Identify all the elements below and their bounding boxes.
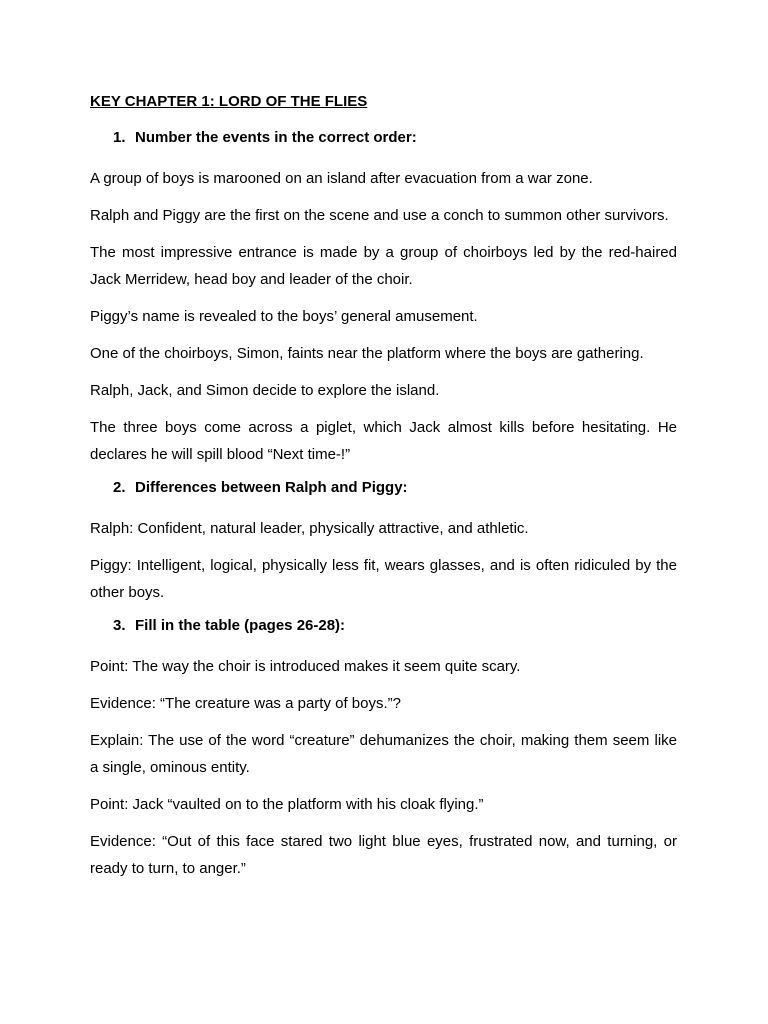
section-heading-2 [90, 478, 677, 498]
paragraph: Ralph: Confident, natural leader, physically attractive, and athletic. [90, 520, 529, 537]
section-number-2: 2. [113, 479, 126, 496]
section-heading-1 [90, 128, 677, 148]
paragraph: One of the choirboys, Simon, faints near the platform where the boys are gathering. [90, 345, 644, 362]
section-number-3: 3. [113, 617, 126, 634]
section-heading-text-1: Number the events in the correct order: [135, 129, 417, 146]
paragraph: Ralph and Piggy are the first on the scene and use a conch to summon other survivors. [90, 207, 669, 224]
section-heading-text-2: Differences between Ralph and Piggy: [135, 479, 408, 496]
paragraph: Piggy: Intelligent, logical, physically less fit, wears glasses, and is often ridiculed by the other boys. [90, 557, 677, 601]
section-heading-3 [90, 616, 677, 636]
paragraph: Evidence: “Out of this face stared two light blue eyes, frustrated now, and turning, or ready to turn, to anger.” [90, 833, 677, 877]
document-title: KEY CHAPTER 1: LORD OF THE FLIES [90, 93, 368, 110]
paragraph: Evidence: “The creature was a party of boys.”? [90, 695, 401, 712]
paragraph: The most impressive entrance is made by a group of choirboys led by the red-haired Jack Merridew, head boy and leader of the choir. [90, 244, 677, 288]
paragraph: Ralph, Jack, and Simon decide to explore the island. [90, 382, 440, 399]
paragraph: A group of boys is marooned on an island after evacuation from a war zone. [90, 170, 593, 187]
section-number-1: 1. [113, 129, 126, 146]
section-heading-text-3: Fill in the table (pages 26-28): [135, 617, 346, 634]
paragraph: Explain: The use of the word “creature” dehumanizes the choir, making them seem like a single, ominous entity. [90, 732, 677, 776]
paragraph: Piggy’s name is revealed to the boys’ general amusement. [90, 308, 478, 325]
paragraph: Point: The way the choir is introduced makes it seem quite scary. [90, 658, 521, 675]
document-page [90, 92, 677, 892]
paragraph: Point: Jack “vaulted on to the platform with his cloak flying.” [90, 796, 484, 813]
paragraph: The three boys come across a piglet, which Jack almost kills before hesitating. He declares he will spill blood “Next time-!” [90, 419, 677, 463]
